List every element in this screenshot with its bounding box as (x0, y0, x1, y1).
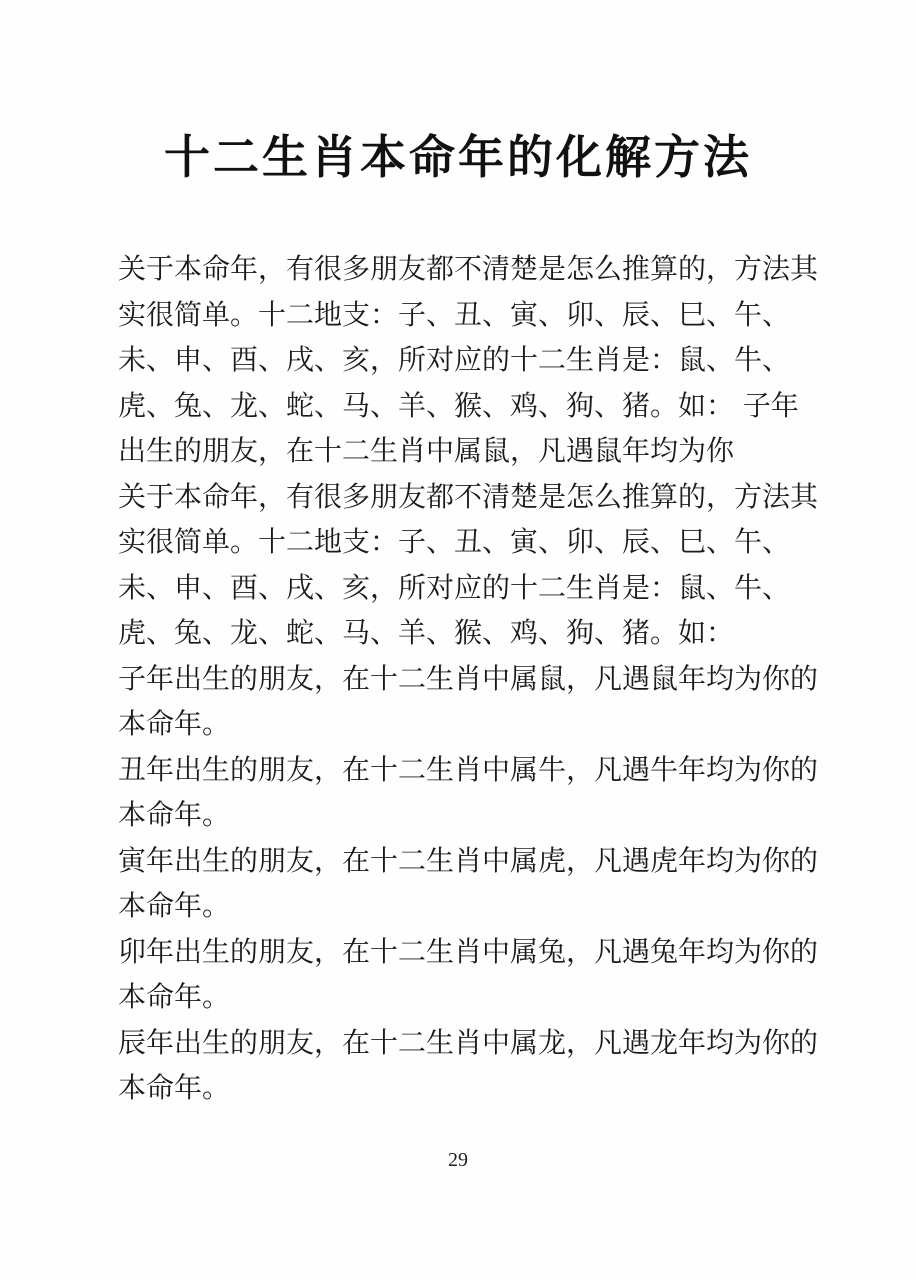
paragraph-chou-ox: 丑年出生的朋友，在十二生肖中属牛，凡遇牛年均为你的本命年。 (118, 752, 819, 831)
page-number: 29 (448, 1149, 468, 1171)
paragraph-chen-dragon: 辰年出生的朋友，在十二生肖中属龙，凡遇龙年均为你的本命年。 (118, 1025, 819, 1104)
page-title: 十二生肖本命年的化解方法 (164, 130, 752, 184)
paragraph-yin-tiger: 寅年出生的朋友，在十二生肖中属虎，凡遇虎年均为你的本命年。 (118, 843, 819, 922)
paragraph-intro: 关于本命年，有很多朋友都不清楚是怎么推算的，方法其实很简单。十二地支：子、丑、寅、卯、辰、巳、午、未、申、酉、戌、亥，所对应的十二生肖是：鼠、牛、虎、兔、龙、蛇、马、羊、猴、鸡、狗、猪。如： 子年出生的朋友，在十二生肖中属鼠，凡遇鼠年均为你 (118, 252, 819, 467)
paragraph-mao-rabbit: 卯年出生的朋友，在十二生肖中属兔，凡遇兔年均为你的本命年。 (118, 934, 819, 1013)
body-text (118, 246, 818, 1111)
paragraph-zi-rat: 子年出生的朋友，在十二生肖中属鼠，凡遇鼠年均为你的本命年。 (118, 661, 819, 740)
paragraph-intro-repeat: 关于本命年，有很多朋友都不清楚是怎么推算的，方法其实很简单。十二地支：子、丑、寅、卯、辰、巳、午、未、申、酉、戌、亥，所对应的十二生肖是：鼠、牛、虎、兔、龙、蛇、马、羊、猴、鸡、狗、猪。如： (118, 479, 819, 649)
